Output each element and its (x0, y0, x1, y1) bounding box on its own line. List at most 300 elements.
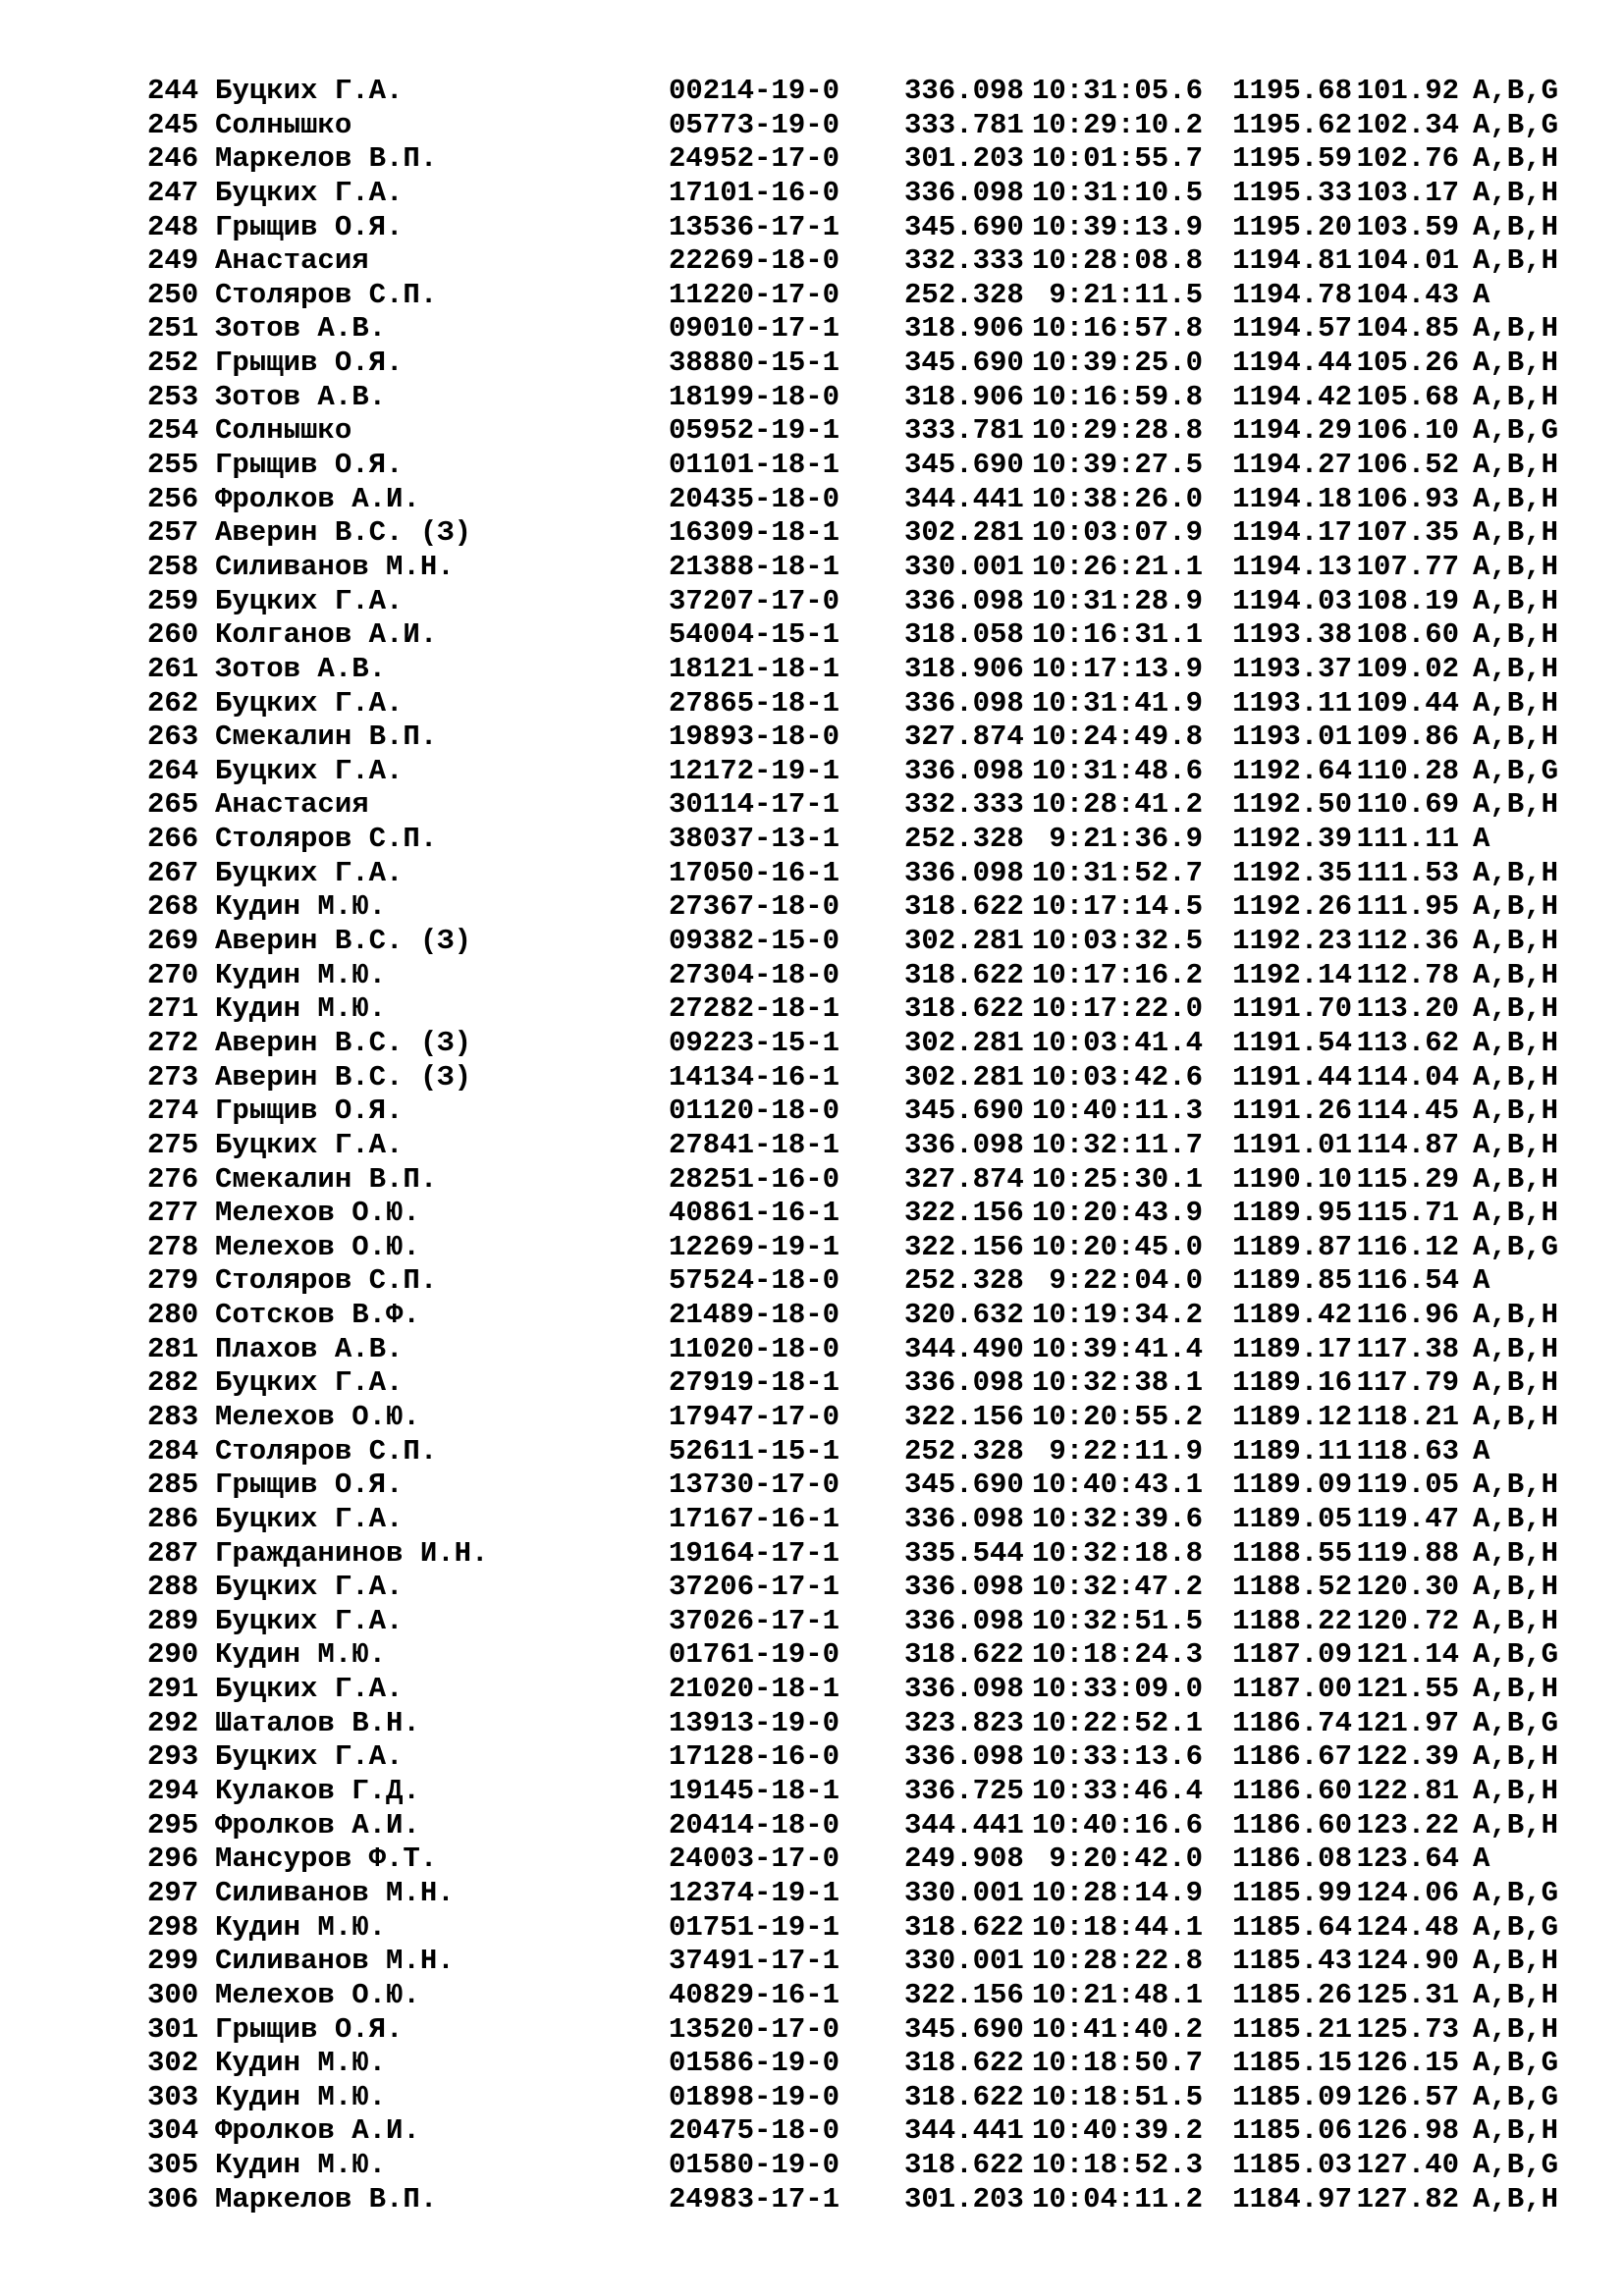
coefficient-cell: 115.71 (1356, 1197, 1459, 1230)
coefficient-cell: 106.93 (1356, 482, 1459, 515)
fancier-name-cell: Аверин В.С. (З) (215, 1060, 472, 1094)
speed-cell: 1195.33 (1232, 176, 1352, 209)
category-cell: A,B,H (1473, 584, 1559, 617)
arrival-time-cell: 10:18:44.1 (1031, 1910, 1203, 1944)
place-cell: 246 (147, 142, 199, 176)
coefficient-cell: 120.30 (1356, 1571, 1459, 1604)
arrival-time-cell: 10:18:51.5 (1031, 2080, 1203, 2113)
table-row (147, 1401, 1620, 1435)
arrival-time-cell: 10:32:38.1 (1031, 1366, 1203, 1400)
arrival-time-cell: 10:39:41.4 (1031, 1332, 1203, 1365)
category-cell: A,B,H (1473, 1673, 1559, 1706)
arrival-time-cell: 10:20:43.9 (1031, 1197, 1203, 1230)
category-cell: A,B,G (1473, 1910, 1559, 1944)
place-cell: 306 (147, 2182, 199, 2216)
category-cell: A,B,H (1473, 721, 1559, 754)
place-cell: 281 (147, 1332, 199, 1365)
ring-number-cell: 11220-17-0 (669, 278, 840, 311)
category-cell: A,B,H (1473, 1060, 1559, 1094)
ring-number-cell: 09010-17-1 (669, 312, 840, 346)
arrival-time-cell: 10:31:10.5 (1031, 176, 1203, 209)
place-cell: 260 (147, 618, 199, 652)
coefficient-cell: 107.35 (1356, 516, 1459, 550)
speed-cell: 1189.16 (1232, 1366, 1352, 1400)
ring-number-cell: 57524-18-0 (669, 1264, 840, 1298)
fancier-name-cell: Кудин М.Ю. (215, 1910, 387, 1944)
distance-cell: 330.001 (904, 1876, 1024, 1909)
distance-cell: 318.622 (904, 958, 1024, 991)
table-row (147, 992, 1620, 1027)
coefficient-cell: 116.96 (1356, 1299, 1459, 1332)
distance-cell: 318.906 (904, 380, 1024, 413)
arrival-time-cell: 10:39:25.0 (1031, 347, 1203, 380)
ring-number-cell: 37026-17-1 (669, 1604, 840, 1637)
place-cell: 257 (147, 516, 199, 550)
ring-number-cell: 40829-16-1 (669, 1978, 840, 2011)
category-cell: A,B,H (1473, 618, 1559, 652)
speed-cell: 1194.42 (1232, 380, 1352, 413)
arrival-time-cell: 9:21:11.5 (1049, 278, 1203, 311)
arrival-time-cell: 10:33:13.6 (1031, 1740, 1203, 1774)
place-cell: 265 (147, 788, 199, 822)
speed-cell: 1194.44 (1232, 347, 1352, 380)
place-cell: 273 (147, 1060, 199, 1094)
distance-cell: 252.328 (904, 1434, 1024, 1468)
ring-number-cell: 21489-18-0 (669, 1299, 840, 1332)
category-cell: A,B,H (1473, 925, 1559, 958)
coefficient-cell: 114.04 (1356, 1060, 1459, 1094)
distance-cell: 332.333 (904, 788, 1024, 822)
distance-cell: 345.690 (904, 1095, 1024, 1128)
category-cell: A,B,H (1473, 347, 1559, 380)
fancier-name-cell: Аверин В.С. (З) (215, 1026, 472, 1059)
table-row (147, 925, 1620, 959)
coefficient-cell: 111.95 (1356, 890, 1459, 924)
place-cell: 254 (147, 414, 199, 448)
ring-number-cell: 38880-15-1 (669, 347, 840, 380)
distance-cell: 318.622 (904, 2080, 1024, 2113)
speed-cell: 1192.14 (1232, 958, 1352, 991)
speed-cell: 1185.43 (1232, 1945, 1352, 1978)
distance-cell: 249.908 (904, 1842, 1024, 1876)
speed-cell: 1192.64 (1232, 754, 1352, 787)
coefficient-cell: 111.11 (1356, 823, 1459, 856)
speed-cell: 1189.12 (1232, 1400, 1352, 1433)
category-cell: A,B,H (1473, 1775, 1559, 1808)
speed-cell: 1193.11 (1232, 686, 1352, 720)
table-row (147, 1740, 1620, 1775)
category-cell: A,B,H (1473, 312, 1559, 346)
place-cell: 280 (147, 1299, 199, 1332)
category-cell: A,B,G (1473, 2047, 1559, 2080)
table-row (147, 823, 1620, 857)
fancier-name-cell: Мелехов О.Ю. (215, 1978, 420, 2011)
distance-cell: 336.098 (904, 584, 1024, 617)
coefficient-cell: 103.17 (1356, 176, 1459, 209)
speed-cell: 1189.11 (1232, 1434, 1352, 1468)
speed-cell: 1186.60 (1232, 1775, 1352, 1808)
speed-cell: 1185.99 (1232, 1876, 1352, 1909)
table-row (147, 1163, 1620, 1198)
category-cell: A,B,G (1473, 1638, 1559, 1672)
speed-cell: 1184.97 (1232, 2182, 1352, 2216)
ring-number-cell: 01761-19-0 (669, 1638, 840, 1672)
fancier-name-cell: Кудин М.Ю. (215, 2047, 387, 2080)
category-cell: A,B,H (1473, 1366, 1559, 1400)
distance-cell: 322.156 (904, 1400, 1024, 1433)
category-cell: A,B,H (1473, 1945, 1559, 1978)
fancier-name-cell: Кудин М.Ю. (215, 992, 387, 1026)
table-row (147, 2081, 1620, 2115)
table-row (147, 1877, 1620, 1911)
speed-cell: 1189.85 (1232, 1264, 1352, 1298)
fancier-name-cell: Кудин М.Ю. (215, 1638, 387, 1672)
ring-number-cell: 21388-18-1 (669, 550, 840, 583)
distance-cell: 322.156 (904, 1230, 1024, 1263)
category-cell: A,B,H (1473, 1197, 1559, 1230)
distance-cell: 336.098 (904, 1673, 1024, 1706)
ring-number-cell: 18199-18-0 (669, 380, 840, 413)
category-cell: A,B,H (1473, 1026, 1559, 1059)
fancier-name-cell: Мелехов О.Ю. (215, 1400, 420, 1433)
ring-number-cell: 40861-16-1 (669, 1197, 840, 1230)
place-cell: 292 (147, 1706, 199, 1739)
coefficient-cell: 110.69 (1356, 788, 1459, 822)
category-cell: A,B,H (1473, 2012, 1559, 2046)
speed-cell: 1193.38 (1232, 618, 1352, 652)
ring-number-cell: 28251-16-0 (669, 1162, 840, 1196)
ring-number-cell: 14134-16-1 (669, 1060, 840, 1094)
distance-cell: 252.328 (904, 1264, 1024, 1298)
place-cell: 271 (147, 992, 199, 1026)
category-cell: A (1473, 823, 1490, 856)
coefficient-cell: 104.01 (1356, 244, 1459, 278)
arrival-time-cell: 10:41:40.2 (1031, 2012, 1203, 2046)
arrival-time-cell: 10:39:27.5 (1031, 449, 1203, 482)
place-cell: 268 (147, 890, 199, 924)
arrival-time-cell: 10:03:32.5 (1031, 925, 1203, 958)
arrival-time-cell: 10:04:11.2 (1031, 2182, 1203, 2216)
place-cell: 264 (147, 754, 199, 787)
ring-number-cell: 37491-17-1 (669, 1945, 840, 1978)
place-cell: 290 (147, 1638, 199, 1672)
results-table (147, 75, 1620, 2216)
place-cell: 299 (147, 1945, 199, 1978)
distance-cell: 318.906 (904, 652, 1024, 685)
category-cell: A,B,H (1473, 1808, 1559, 1842)
place-cell: 266 (147, 823, 199, 856)
ring-number-cell: 37206-17-1 (669, 1571, 840, 1604)
coefficient-cell: 126.57 (1356, 2080, 1459, 2113)
table-row (147, 381, 1620, 415)
speed-cell: 1195.20 (1232, 210, 1352, 243)
place-cell: 287 (147, 1536, 199, 1570)
place-cell: 304 (147, 2114, 199, 2148)
place-cell: 302 (147, 2047, 199, 2080)
fancier-name-cell: Колганов А.И. (215, 618, 438, 652)
fancier-name-cell: Буцких Г.А. (215, 1128, 404, 1161)
category-cell: A,B,H (1473, 1162, 1559, 1196)
fancier-name-cell: Гражданинов И.Н. (215, 1536, 489, 1570)
fancier-name-cell: Зотов А.В. (215, 652, 387, 685)
coefficient-cell: 110.28 (1356, 754, 1459, 787)
arrival-time-cell: 10:28:22.8 (1031, 1945, 1203, 1978)
category-cell: A,B,H (1473, 992, 1559, 1026)
speed-cell: 1186.67 (1232, 1740, 1352, 1774)
coefficient-cell: 118.63 (1356, 1434, 1459, 1468)
category-cell: A,B,H (1473, 550, 1559, 583)
coefficient-cell: 104.43 (1356, 278, 1459, 311)
coefficient-cell: 107.77 (1356, 550, 1459, 583)
ring-number-cell: 17947-17-0 (669, 1400, 840, 1433)
coefficient-cell: 103.59 (1356, 210, 1459, 243)
table-row (147, 1979, 1620, 2013)
speed-cell: 1192.26 (1232, 890, 1352, 924)
distance-cell: 344.490 (904, 1332, 1024, 1365)
arrival-time-cell: 10:32:51.5 (1031, 1604, 1203, 1637)
category-cell: A,B,H (1473, 1604, 1559, 1637)
fancier-name-cell: Столяров С.П. (215, 278, 438, 311)
category-cell: A,B,H (1473, 380, 1559, 413)
category-cell: A,B,H (1473, 1128, 1559, 1161)
place-cell: 252 (147, 347, 199, 380)
ring-number-cell: 13520-17-0 (669, 2012, 840, 2046)
arrival-time-cell: 10:40:43.1 (1031, 1468, 1203, 1502)
ring-number-cell: 05773-19-0 (669, 108, 840, 141)
coefficient-cell: 124.06 (1356, 1876, 1459, 1909)
table-row (147, 1842, 1620, 1877)
place-cell: 303 (147, 2080, 199, 2113)
speed-cell: 1185.21 (1232, 2012, 1352, 2046)
table-row (147, 483, 1620, 517)
distance-cell: 252.328 (904, 278, 1024, 311)
table-row (147, 142, 1620, 177)
ring-number-cell: 20435-18-0 (669, 482, 840, 515)
coefficient-cell: 125.73 (1356, 2012, 1459, 2046)
coefficient-cell: 109.86 (1356, 721, 1459, 754)
ring-number-cell: 00214-19-0 (669, 75, 840, 107)
coefficient-cell: 124.48 (1356, 1910, 1459, 1944)
ring-number-cell: 27304-18-0 (669, 958, 840, 991)
distance-cell: 345.690 (904, 2012, 1024, 2046)
table-row (147, 585, 1620, 619)
table-row (147, 1673, 1620, 1707)
arrival-time-cell: 10:01:55.7 (1031, 142, 1203, 176)
table-row (147, 516, 1620, 551)
table-row (147, 1366, 1620, 1401)
category-cell: A,B,H (1473, 1400, 1559, 1433)
distance-cell: 302.281 (904, 1060, 1024, 1094)
speed-cell: 1191.01 (1232, 1128, 1352, 1161)
speed-cell: 1185.06 (1232, 2114, 1352, 2148)
ring-number-cell: 09382-15-0 (669, 925, 840, 958)
speed-cell: 1194.17 (1232, 516, 1352, 550)
distance-cell: 318.058 (904, 618, 1024, 652)
ring-number-cell: 01101-18-1 (669, 449, 840, 482)
speed-cell: 1186.60 (1232, 1808, 1352, 1842)
place-cell: 267 (147, 856, 199, 889)
coefficient-cell: 116.12 (1356, 1230, 1459, 1263)
table-row (147, 1571, 1620, 1605)
category-cell: A,B,G (1473, 1706, 1559, 1739)
ring-number-cell: 16309-18-1 (669, 516, 840, 550)
coefficient-cell: 118.21 (1356, 1400, 1459, 1433)
speed-cell: 1194.81 (1232, 244, 1352, 278)
distance-cell: 252.328 (904, 823, 1024, 856)
place-cell: 285 (147, 1468, 199, 1502)
coefficient-cell: 119.88 (1356, 1536, 1459, 1570)
category-cell: A,B,G (1473, 108, 1559, 141)
place-cell: 249 (147, 244, 199, 278)
table-row (147, 449, 1620, 483)
distance-cell: 322.156 (904, 1197, 1024, 1230)
ring-number-cell: 19893-18-0 (669, 721, 840, 754)
fancier-name-cell: Кулаков Г.Д. (215, 1775, 420, 1808)
coefficient-cell: 119.05 (1356, 1468, 1459, 1502)
coefficient-cell: 113.20 (1356, 992, 1459, 1026)
place-cell: 251 (147, 312, 199, 346)
table-row (147, 1027, 1620, 1061)
ring-number-cell: 17050-16-1 (669, 856, 840, 889)
speed-cell: 1189.17 (1232, 1332, 1352, 1365)
fancier-name-cell: Смекалин В.П. (215, 721, 438, 754)
distance-cell: 336.098 (904, 75, 1024, 107)
distance-cell: 336.098 (904, 754, 1024, 787)
coefficient-cell: 105.26 (1356, 347, 1459, 380)
coefficient-cell: 122.81 (1356, 1775, 1459, 1808)
ring-number-cell: 27367-18-0 (669, 890, 840, 924)
place-cell: 269 (147, 925, 199, 958)
category-cell: A,B,H (1473, 1571, 1559, 1604)
speed-cell: 1189.05 (1232, 1502, 1352, 1535)
distance-cell: 336.098 (904, 1740, 1024, 1774)
speed-cell: 1191.70 (1232, 992, 1352, 1026)
fancier-name-cell: Анастасия (215, 244, 369, 278)
table-row (147, 414, 1620, 449)
ring-number-cell: 30114-17-1 (669, 788, 840, 822)
distance-cell: 323.823 (904, 1706, 1024, 1739)
coefficient-cell: 106.10 (1356, 414, 1459, 448)
arrival-time-cell: 10:16:57.8 (1031, 312, 1203, 346)
speed-cell: 1193.37 (1232, 652, 1352, 685)
distance-cell: 336.098 (904, 1366, 1024, 1400)
place-cell: 305 (147, 2149, 199, 2182)
place-cell: 277 (147, 1197, 199, 1230)
arrival-time-cell: 10:18:52.3 (1031, 2149, 1203, 2182)
table-row (147, 2047, 1620, 2081)
coefficient-cell: 127.82 (1356, 2182, 1459, 2216)
table-row (147, 2149, 1620, 2183)
distance-cell: 336.098 (904, 1571, 1024, 1604)
arrival-time-cell: 10:03:07.9 (1031, 516, 1203, 550)
distance-cell: 330.001 (904, 550, 1024, 583)
category-cell: A,B,H (1473, 516, 1559, 550)
coefficient-cell: 122.39 (1356, 1740, 1459, 1774)
speed-cell: 1194.27 (1232, 449, 1352, 482)
coefficient-cell: 123.22 (1356, 1808, 1459, 1842)
coefficient-cell: 111.53 (1356, 856, 1459, 889)
table-row (147, 1809, 1620, 1843)
fancier-name-cell: Аверин В.С. (З) (215, 516, 472, 550)
category-cell: A,B,G (1473, 1876, 1559, 1909)
place-cell: 258 (147, 550, 199, 583)
place-cell: 278 (147, 1230, 199, 1263)
distance-cell: 318.622 (904, 890, 1024, 924)
table-row (147, 1911, 1620, 1946)
arrival-time-cell: 10:16:31.1 (1031, 618, 1203, 652)
ring-number-cell: 27865-18-1 (669, 686, 840, 720)
ring-number-cell: 17101-16-0 (669, 176, 840, 209)
fancier-name-cell: Маркелов В.П. (215, 142, 438, 176)
speed-cell: 1187.09 (1232, 1638, 1352, 1672)
ring-number-cell: 20414-18-0 (669, 1808, 840, 1842)
fancier-name-cell: Силиванов М.Н. (215, 1945, 455, 1978)
ring-number-cell: 13536-17-1 (669, 210, 840, 243)
ring-number-cell: 12269-19-1 (669, 1230, 840, 1263)
speed-cell: 1189.09 (1232, 1468, 1352, 1502)
distance-cell: 344.441 (904, 2114, 1024, 2148)
fancier-name-cell: Фролков А.И. (215, 2114, 420, 2148)
table-row (147, 2114, 1620, 2149)
ring-number-cell: 27841-18-1 (669, 1128, 840, 1161)
fancier-name-cell: Зотов А.В. (215, 312, 387, 346)
ring-number-cell: 12172-19-1 (669, 754, 840, 787)
arrival-time-cell: 9:22:04.0 (1049, 1264, 1203, 1298)
table-row (147, 347, 1620, 381)
arrival-time-cell: 10:39:13.9 (1031, 210, 1203, 243)
distance-cell: 320.632 (904, 1299, 1024, 1332)
fancier-name-cell: Грыщив О.Я. (215, 449, 404, 482)
ring-number-cell: 19164-17-1 (669, 1536, 840, 1570)
arrival-time-cell: 10:32:18.8 (1031, 1536, 1203, 1570)
distance-cell: 336.098 (904, 686, 1024, 720)
place-cell: 275 (147, 1128, 199, 1161)
category-cell: A,B,H (1473, 1536, 1559, 1570)
table-row (147, 1299, 1620, 1333)
category-cell: A,B,H (1473, 686, 1559, 720)
fancier-name-cell: Грыщив О.Я. (215, 2012, 404, 2046)
arrival-time-cell: 10:28:08.8 (1031, 244, 1203, 278)
ring-number-cell: 52611-15-1 (669, 1434, 840, 1468)
place-cell: 294 (147, 1775, 199, 1808)
arrival-time-cell: 10:40:39.2 (1031, 2114, 1203, 2148)
place-cell: 279 (147, 1264, 199, 1298)
category-cell: A (1473, 1434, 1490, 1468)
category-cell: A,B,H (1473, 856, 1559, 889)
table-row (147, 653, 1620, 687)
table-row (147, 1129, 1620, 1163)
place-cell: 283 (147, 1400, 199, 1433)
ring-number-cell: 20475-18-0 (669, 2114, 840, 2148)
fancier-name-cell: Анастасия (215, 788, 369, 822)
coefficient-cell: 124.90 (1356, 1945, 1459, 1978)
ring-number-cell: 54004-15-1 (669, 618, 840, 652)
coefficient-cell: 121.14 (1356, 1638, 1459, 1672)
table-row (147, 618, 1620, 653)
speed-cell: 1190.10 (1232, 1162, 1352, 1196)
speed-cell: 1191.54 (1232, 1026, 1352, 1059)
table-row (147, 2013, 1620, 2048)
category-cell: A,B,H (1473, 1740, 1559, 1774)
fancier-name-cell: Столяров С.П. (215, 1434, 438, 1468)
distance-cell: 330.001 (904, 1945, 1024, 1978)
table-row (147, 788, 1620, 823)
category-cell: A,B,H (1473, 244, 1559, 278)
speed-cell: 1189.95 (1232, 1197, 1352, 1230)
distance-cell: 335.544 (904, 1536, 1024, 1570)
table-row (147, 687, 1620, 721)
category-cell: A,B,H (1473, 142, 1559, 176)
